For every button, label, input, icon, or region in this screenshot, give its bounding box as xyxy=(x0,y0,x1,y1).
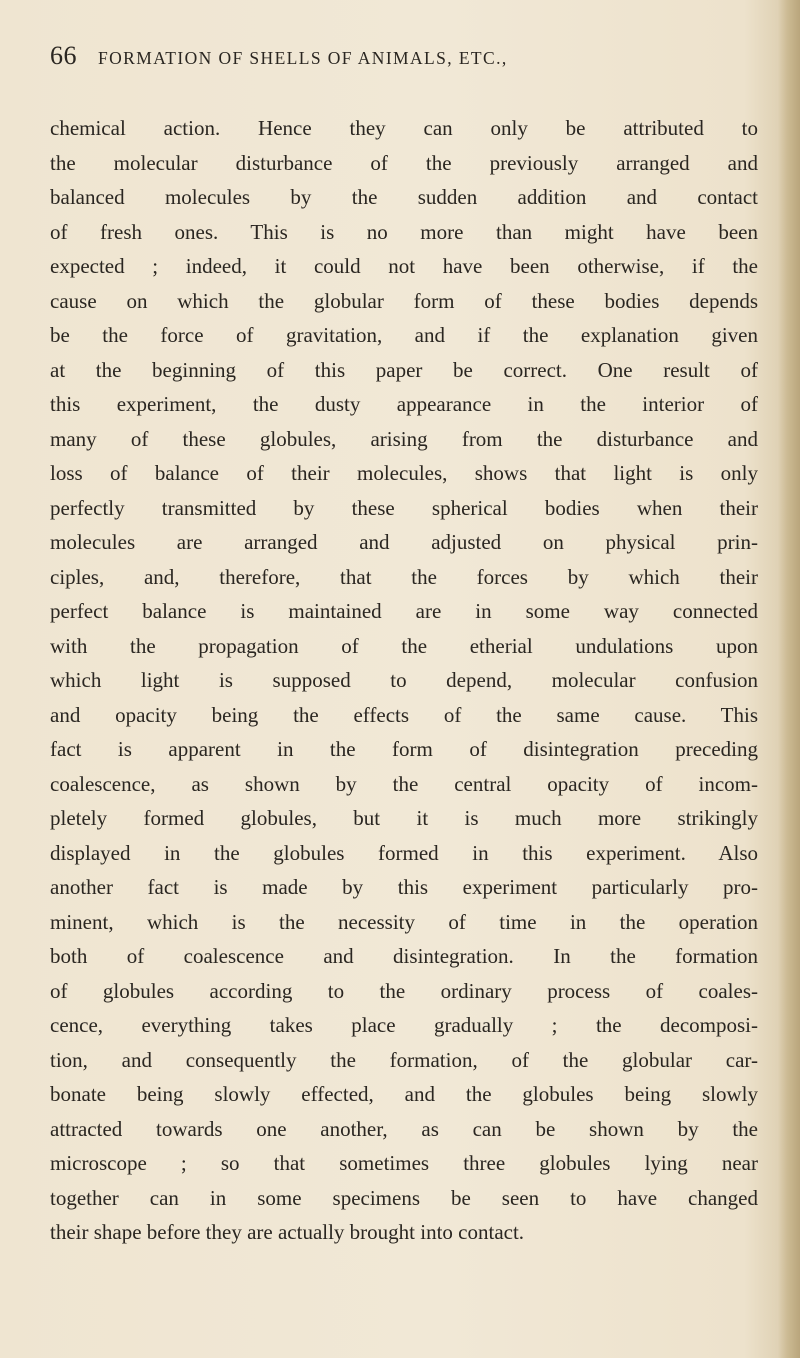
body-paragraph xyxy=(50,111,758,1250)
text-line: expected ; indeed, it could not have been otherwise, if the xyxy=(50,254,758,278)
text-line: attracted towards one another, as can be shown by the xyxy=(50,1116,758,1141)
text-line: which light is supposed to depend, molecular confusion xyxy=(50,668,758,692)
page-edge-shadow xyxy=(778,0,800,1358)
text-line: their shape before they are actually brought into contact. xyxy=(50,1220,525,1244)
text-line: bonate being slowly effected, and the globules being slowly xyxy=(50,1082,758,1106)
text-line: displayed in the globules formed in this experiment. Also xyxy=(50,840,758,865)
text-line: another fact is made by this experiment particularly pro- xyxy=(50,875,758,899)
text-line: of fresh ones. This is no more than might have been xyxy=(50,219,758,244)
text-line: together can in some specimens be seen to have changed xyxy=(50,1185,758,1210)
text-line: microscope ; so that sometimes three globules lying near xyxy=(50,1151,758,1175)
text-line: cause on which the globular form of these bodies depends xyxy=(50,288,758,313)
text-line: cence, everything takes place gradually ; the decomposi- xyxy=(50,1013,758,1037)
text-line: balanced molecules by the sudden addition and contact xyxy=(50,185,758,209)
text-line: at the beginning of this paper be correct. One result of xyxy=(50,357,758,382)
text-line: molecules are arranged and adjusted on physical prin- xyxy=(50,530,758,554)
text-line: loss of balance of their molecules, shows that light is only xyxy=(50,461,758,485)
text-line: many of these globules, arising from the disturbance and xyxy=(50,426,758,451)
text-line: be the force of gravitation, and if the explanation given xyxy=(50,323,758,347)
page-header xyxy=(50,36,760,76)
text-line: the molecular disturbance of the previously arranged and xyxy=(50,150,758,175)
text-line: both of coalescence and disintegration. In the formation xyxy=(50,944,758,968)
text-line: fact is apparent in the form of disintegration preceding xyxy=(50,737,758,761)
text-line: minent, which is the necessity of time in the operation xyxy=(50,909,758,934)
text-line: with the propagation of the etherial undulations upon xyxy=(50,633,758,658)
text-line: chemical action. Hence they can only be attributed to xyxy=(50,116,758,140)
text-line: tion, and consequently the formation, of the globular car- xyxy=(50,1047,758,1072)
text-line: and opacity being the effects of the same cause. This xyxy=(50,702,758,727)
text-line: perfectly transmitted by these spherical bodies when their xyxy=(50,495,758,520)
text-line: coalescence, as shown by the central opacity of incom- xyxy=(50,771,758,796)
page-number: 66 xyxy=(50,41,77,70)
running-title: FORMATION OF SHELLS OF ANIMALS, ETC., xyxy=(98,48,508,68)
text-line: of globules according to the ordinary process of coales- xyxy=(50,978,758,1003)
text-line: pletely formed globules, but it is much more strikingly xyxy=(50,806,758,830)
text-line: this experiment, the dusty appearance in the interior of xyxy=(50,392,758,416)
text-line: perfect balance is maintained are in some way connected xyxy=(50,599,758,623)
text-line: ciples, and, therefore, that the forces by which their xyxy=(50,564,758,589)
